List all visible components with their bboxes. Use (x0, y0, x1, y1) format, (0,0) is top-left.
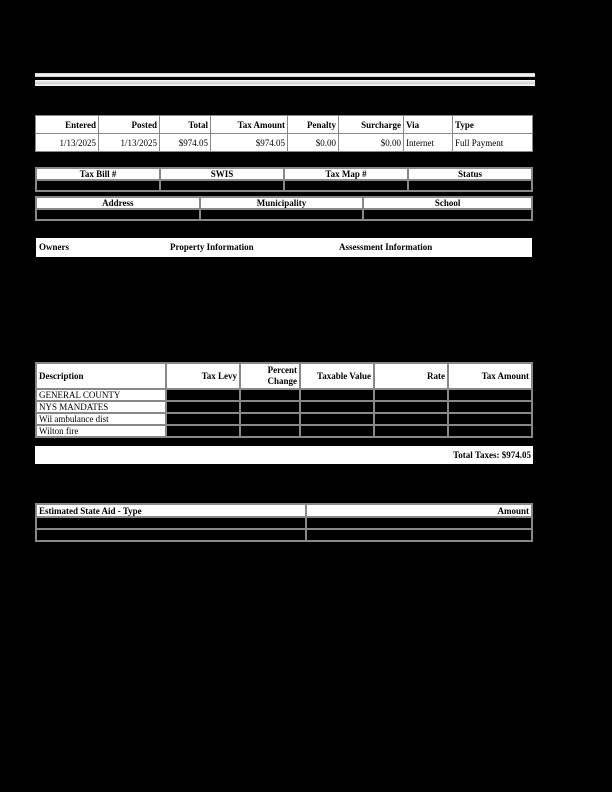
col-total: Total (160, 116, 210, 133)
tax-description: NYS MANDATES (37, 402, 165, 412)
cell-surcharge: $0.00 (339, 134, 403, 151)
col-description: Description (37, 364, 165, 388)
table-row (37, 414, 531, 424)
col-tax-map: Tax Map # (285, 169, 407, 179)
table-row (37, 390, 531, 400)
cell-swis (161, 181, 283, 190)
owners-header (36, 238, 532, 257)
col-via: Via (404, 116, 452, 133)
cell-status (409, 181, 531, 190)
table-row (37, 402, 531, 412)
cell-via: Internet (404, 134, 452, 151)
property-information-label: Property Information (170, 242, 254, 252)
cell-tax-map (285, 181, 407, 190)
col-tax-levy: Tax Levy (167, 364, 239, 388)
tax-description: Wilton fire (37, 426, 165, 436)
col-swis: SWIS (161, 169, 283, 179)
cell-posted: 1/13/2025 (99, 134, 159, 151)
header-rule-bottom (35, 80, 535, 86)
cell-tax-bill (37, 181, 159, 190)
cell-entered: 1/13/2025 (36, 134, 98, 151)
col-entered: Entered (36, 116, 98, 133)
col-taxable-value: Taxable Value (301, 364, 373, 388)
col-address: Address (37, 198, 199, 208)
col-tax-amount: Tax Amount (211, 116, 287, 133)
col-school: School (364, 198, 531, 208)
parcel-location-table (35, 196, 533, 221)
cell-address (37, 210, 199, 219)
cell-municipality (201, 210, 363, 219)
col-municipality: Municipality (201, 198, 363, 208)
col-posted: Posted (99, 116, 159, 133)
payment-row (36, 134, 532, 151)
state-aid-table (35, 503, 533, 542)
assessment-information-label: Assessment Information (339, 242, 433, 252)
cell-school (364, 210, 531, 219)
state-aid-cell (37, 530, 305, 540)
col-rate: Rate (375, 364, 447, 388)
cell-penalty: $0.00 (288, 134, 338, 151)
col-type: Type (453, 116, 532, 133)
col-amount: Amount (307, 505, 531, 516)
cell-total: $974.05 (160, 134, 210, 151)
payment-table (35, 115, 533, 152)
cell-tax-amount: $974.05 (211, 134, 287, 151)
state-aid-cell (307, 518, 531, 528)
col-tax-bill: Tax Bill # (37, 169, 159, 179)
owners-label: Owners (39, 242, 69, 252)
cell-type: Full Payment (453, 134, 532, 151)
table-row (37, 426, 531, 436)
tax-description: Wil ambulance dist (37, 414, 165, 424)
col-percent-change: Percent Change (241, 364, 299, 388)
tax-table (35, 362, 533, 438)
col-state-aid-type: Estimated State Aid - Type (37, 505, 305, 516)
state-aid-cell (307, 530, 531, 540)
col-penalty: Penalty (288, 116, 338, 133)
state-aid-cell (37, 518, 305, 528)
tax-description: GENERAL COUNTY (37, 390, 165, 400)
total-taxes: Total Taxes: $974.05 (35, 446, 533, 464)
payment-header-row (36, 116, 532, 133)
header-rule-top (35, 73, 535, 77)
col-surcharge: Surcharge (339, 116, 403, 133)
parcel-id-table (35, 167, 533, 192)
col-status: Status (409, 169, 531, 179)
tax-header-row (37, 364, 531, 388)
col-tax-amount: Tax Amount (449, 364, 531, 388)
